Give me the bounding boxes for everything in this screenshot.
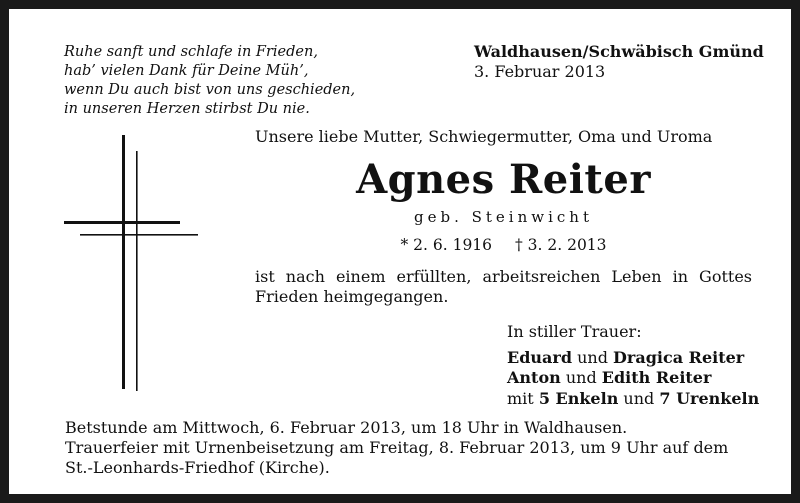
prefix: mit xyxy=(507,388,534,408)
mourner-row xyxy=(507,389,759,410)
mourner-row xyxy=(507,368,759,389)
death-date: † 3. 2. 2013 xyxy=(514,236,607,254)
poem-line: hab’ vielen Dank für Deine Müh’, xyxy=(64,63,309,79)
service-line: Betstunde am Mittwoch, 6. Februar 2013, um 18 Uhr in Waldhausen. xyxy=(65,418,628,437)
service-details xyxy=(65,418,755,478)
cross-vertical-bar-thin xyxy=(136,151,138,391)
poem-line: wenn Du auch bist von uns geschieden, xyxy=(64,82,356,98)
service-line: St.-Leonhards-Friedhof (Kirche). xyxy=(65,458,330,477)
birth-name: geb. Steinwicht xyxy=(414,208,593,226)
joiner: und xyxy=(623,388,655,408)
poem-line: Ruhe sanft und schlafe in Frieden, xyxy=(64,44,318,60)
statement-line: Frieden heimgegangen. xyxy=(255,287,449,306)
mourner-name: Edith Reiter xyxy=(601,368,712,387)
poem xyxy=(64,43,355,119)
great-grandchildren: 7 Urenkeln xyxy=(659,388,760,408)
cross-horizontal-bar-thin xyxy=(80,234,198,236)
cross-icon xyxy=(64,135,204,391)
grandchildren: 5 Enkeln xyxy=(538,388,619,408)
place-label: Waldhausen/Schwäbisch Gmünd xyxy=(474,42,764,61)
place-date xyxy=(474,42,764,82)
mourners-heading: In stiller Trauer: xyxy=(507,322,642,341)
mourners-block xyxy=(507,322,759,409)
cross-vertical-bar-thick xyxy=(122,135,125,389)
mourner-name: Anton xyxy=(507,368,561,387)
joiner: und xyxy=(565,368,597,387)
mourner-row xyxy=(507,348,759,369)
poem-line: in unseren Herzen stirbst Du nie. xyxy=(64,101,310,117)
mourner-name: Dragica Reiter xyxy=(613,347,745,367)
life-dates xyxy=(255,235,752,255)
birth-date: * 2. 6. 1916 xyxy=(400,236,493,254)
notice-date: 3. Februar 2013 xyxy=(474,62,606,81)
deceased-name: Agnes Reiter xyxy=(356,156,651,203)
joiner: und xyxy=(577,347,608,367)
intro-line: Unsere liebe Mutter, Schwiegermutter, Oma und Uroma xyxy=(255,127,713,146)
cross-horizontal-bar-thick xyxy=(64,221,180,224)
service-line: Trauerfeier mit Urnenbeisetzung am Freitag, 8. Februar 2013, um 9 Uhr auf dem xyxy=(65,438,729,457)
death-statement xyxy=(255,267,752,307)
statement-line: ist nach einem erfüllten, arbeitsreichen Leben in Gottes xyxy=(255,267,752,286)
mourner-name: Eduard xyxy=(507,347,572,367)
